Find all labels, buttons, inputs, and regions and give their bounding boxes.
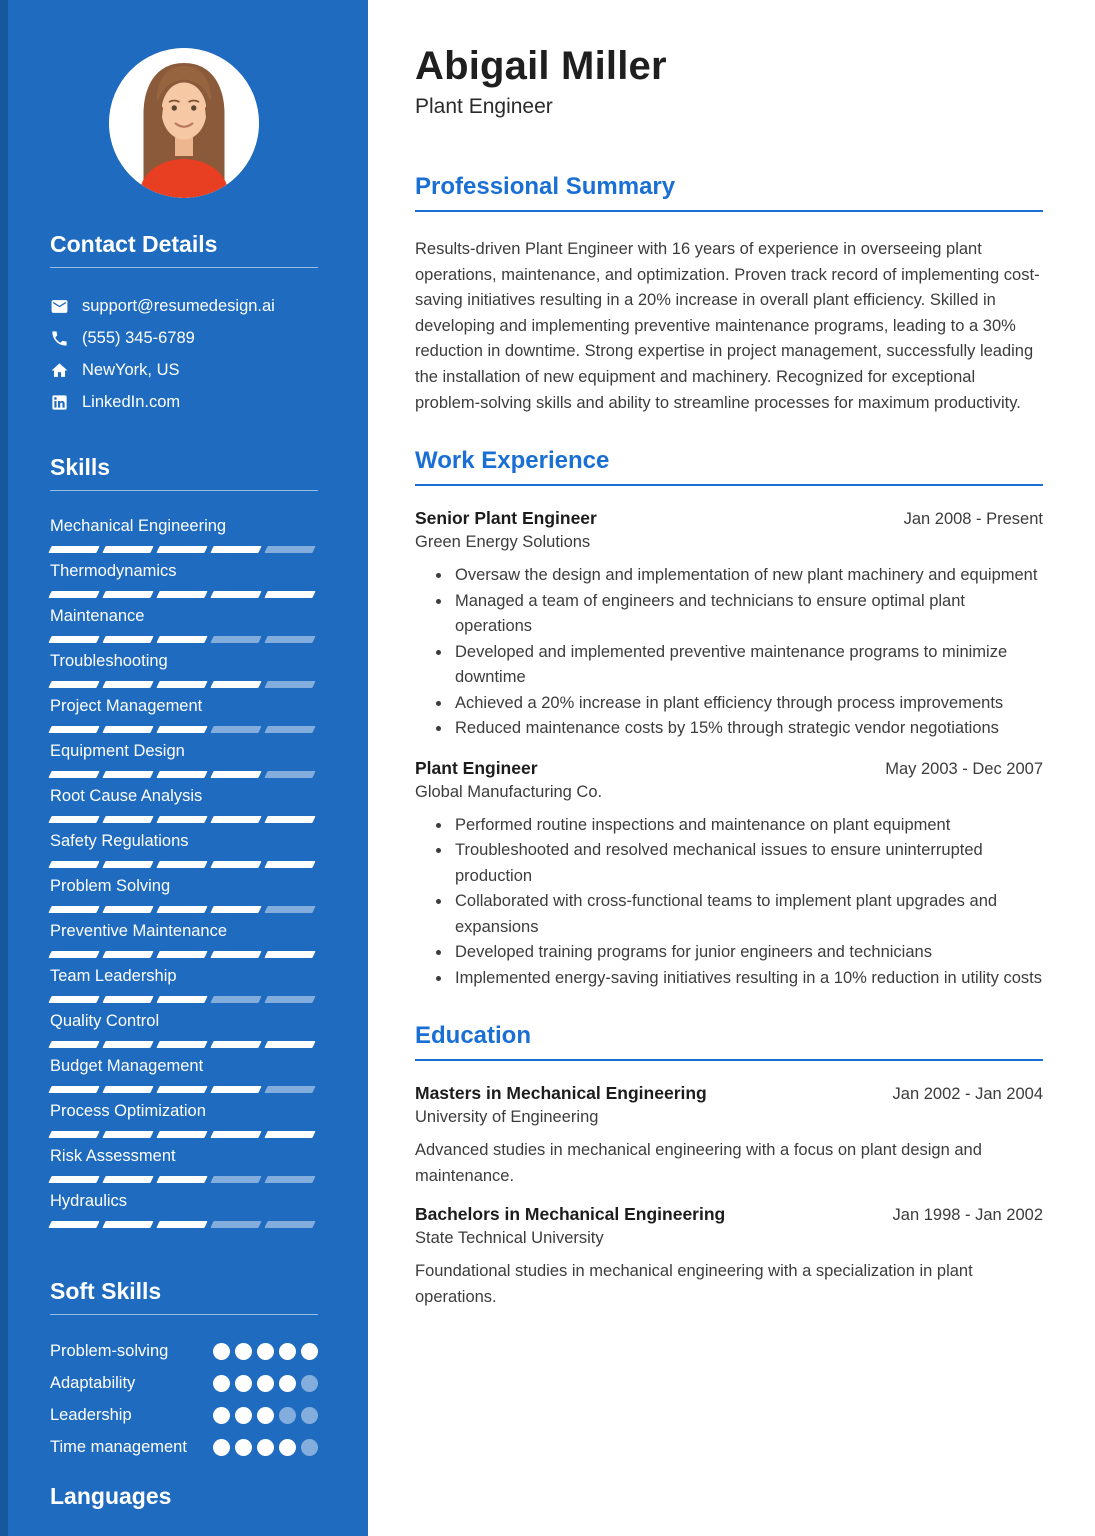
soft-skill-dots: [208, 1343, 318, 1367]
soft-skill-dots: [208, 1375, 318, 1399]
soft-skills-section: [50, 1278, 318, 1463]
skill-item: [50, 741, 318, 778]
skill-label: Team Leadership: [50, 967, 177, 985]
skill-label: Maintenance: [50, 607, 145, 625]
skill-item: [50, 1101, 318, 1138]
skill-bar-segment: [210, 636, 261, 643]
soft-skill-dot: [279, 1343, 296, 1360]
skill-bar-segment: [102, 591, 153, 598]
skill-bar-segment: [210, 816, 261, 823]
skill-level-bar: [50, 1221, 318, 1228]
skill-bar-segment: [48, 1086, 99, 1093]
education-description: Advanced studies in mechanical engineering with a focus on plant design and maintenance.: [415, 1141, 982, 1185]
job-bullets: [415, 563, 1043, 742]
skills-heading: Skills: [50, 454, 318, 491]
education-description: Foundational studies in mechanical engineering with a specialization in plant operations.: [415, 1262, 973, 1306]
skill-bar-segment: [102, 636, 153, 643]
soft-skill-dot: [235, 1343, 252, 1360]
skill-label: Equipment Design: [50, 742, 185, 760]
skill-label: Risk Assessment: [50, 1147, 176, 1165]
job-bullets: [415, 813, 1043, 992]
contact-heading: Contact Details: [50, 231, 318, 268]
contact-item-text: support@resumedesign.ai: [82, 296, 275, 315]
job-company: Global Manufacturing Co.: [415, 782, 603, 801]
job-entry: [415, 506, 1043, 742]
skill-bar-segment: [102, 861, 153, 868]
skill-bar-segment: [156, 906, 207, 913]
soft-skill-dot: [301, 1439, 318, 1456]
skill-bar-segment: [48, 1176, 99, 1183]
job-company: Green Energy Solutions: [415, 533, 591, 552]
skill-bar-segment: [156, 816, 207, 823]
soft-skill-label: Leadership: [50, 1406, 132, 1424]
languages-section: [50, 1483, 318, 1519]
skill-label: Safety Regulations: [50, 832, 189, 850]
skill-item: [50, 1146, 318, 1183]
soft-skill-dots: [208, 1439, 318, 1463]
skill-bar-segment: [264, 681, 315, 688]
job-bullet: • Achieved a 20% increase in plant efficiency through process improvements: [452, 691, 1043, 717]
education-entry: [415, 1081, 1043, 1189]
skill-bar-segment: [48, 1221, 99, 1228]
skill-bar-segment: [210, 996, 261, 1003]
skill-bar-segment: [48, 726, 99, 733]
soft-skill-dot: [213, 1343, 230, 1360]
skill-bar-segment: [264, 1086, 315, 1093]
skill-bar-segment: [102, 996, 153, 1003]
skill-item: [50, 696, 318, 733]
main-column: [415, 0, 1043, 1310]
skill-bar-segment: [210, 1041, 261, 1048]
skill-bar-segment: [102, 1176, 153, 1183]
skill-bar-segment: [264, 636, 315, 643]
skill-label: Project Management: [50, 697, 203, 715]
skill-item: [50, 651, 318, 688]
skill-bar-segment: [156, 591, 207, 598]
skill-item: [50, 561, 318, 598]
skill-bar-segment: [156, 951, 207, 958]
skill-item: [50, 1191, 318, 1228]
summary-section: [415, 172, 1043, 416]
skill-bar-segment: [102, 816, 153, 823]
skill-level-bar: [50, 771, 318, 778]
skill-bar-segment: [102, 546, 153, 553]
skill-level-bar: [50, 546, 318, 553]
soft-skill-dot: [235, 1439, 252, 1456]
job-bullet: • Troubleshooted and resolved mechanical issues to ensure uninterrupted production: [452, 838, 1043, 889]
skill-item: [50, 606, 318, 643]
degree-name: Bachelors in Mechanical Engineering: [415, 1204, 726, 1225]
woman-avatar-illustration: [109, 48, 259, 198]
job-bullet: • Developed training programs for junior engineers and technicians: [452, 940, 1043, 966]
job-title: Senior Plant Engineer: [415, 508, 597, 529]
soft-skill-row: [50, 1368, 318, 1399]
skill-level-bar: [50, 636, 318, 643]
skill-bar-segment: [48, 996, 99, 1003]
skill-item: [50, 876, 318, 913]
skill-bar-segment: [156, 1041, 207, 1048]
skill-bar-segment: [210, 546, 261, 553]
skill-bar-segment: [102, 681, 153, 688]
education-dates: Jan 2002 - Jan 2004: [892, 1085, 1043, 1104]
soft-skill-dot: [257, 1375, 274, 1392]
skill-bar-segment: [210, 861, 261, 868]
sidebar-accent-strip: [0, 0, 8, 1536]
skill-item: [50, 921, 318, 958]
skill-bar-segment: [48, 636, 99, 643]
education-heading: Education: [415, 1021, 1043, 1061]
soft-skill-dot: [213, 1375, 230, 1392]
skill-label: Quality Control: [50, 1012, 160, 1030]
soft-skill-dot: [301, 1375, 318, 1392]
job-entry: [415, 756, 1043, 992]
skill-bar-segment: [102, 1086, 153, 1093]
education-header: [415, 1202, 1043, 1226]
job-header: [415, 506, 1043, 530]
skill-level-bar: [50, 1176, 318, 1183]
contact-item: [50, 354, 318, 386]
contact-item: [50, 322, 318, 354]
education-header: [415, 1081, 1043, 1105]
skill-bar-segment: [264, 726, 315, 733]
education-entry: [415, 1202, 1043, 1310]
sidebar: [0, 0, 368, 1536]
summary-heading: Professional Summary: [415, 172, 1043, 212]
skill-bar-segment: [264, 1176, 315, 1183]
profile-photo: [109, 48, 259, 198]
skill-bar-segment: [210, 906, 261, 913]
skill-item: [50, 1056, 318, 1093]
skill-bar-segment: [102, 951, 153, 958]
job-bullet: • Developed and implemented preventive maintenance programs to minimize downtime: [452, 640, 1043, 691]
skill-bar-segment: [264, 1041, 315, 1048]
skill-bar-segment: [264, 591, 315, 598]
email-icon: [50, 297, 69, 316]
skill-label: Mechanical Engineering: [50, 517, 227, 535]
skill-bar-segment: [156, 546, 207, 553]
skill-level-bar: [50, 591, 318, 598]
job-title: Plant Engineer: [415, 757, 538, 778]
skill-level-bar: [50, 1086, 318, 1093]
skill-bar-segment: [264, 771, 315, 778]
skill-item: [50, 516, 318, 553]
skill-bar-segment: [264, 1221, 315, 1228]
soft-skills-list: [50, 1336, 318, 1463]
job-bullet: • Oversaw the design and implementation of new plant machinery and equipment: [452, 563, 1043, 589]
skill-label: Process Optimization: [50, 1102, 206, 1120]
skill-bar-segment: [156, 726, 207, 733]
degree-name: Masters in Mechanical Engineering: [415, 1083, 707, 1104]
job-bullet: • Managed a team of engineers and technicians to ensure optimal plant operations: [452, 589, 1043, 640]
skill-bar-segment: [210, 681, 261, 688]
school-name: State Technical University: [415, 1229, 604, 1248]
contact-list: [50, 290, 318, 418]
skill-bar-segment: [210, 951, 261, 958]
skill-label: Problem Solving: [50, 877, 171, 895]
skill-level-bar: [50, 996, 318, 1003]
contact-item: [50, 386, 318, 418]
soft-skill-label: Adaptability: [50, 1374, 136, 1392]
skill-bar-segment: [210, 1131, 261, 1138]
contact-item-text: LinkedIn.com: [82, 392, 181, 411]
skill-bar-segment: [48, 681, 99, 688]
experience-section: [415, 446, 1043, 991]
skill-bar-segment: [102, 1131, 153, 1138]
education-list: [415, 1081, 1043, 1310]
skill-bar-segment: [210, 591, 261, 598]
skill-bar-segment: [264, 996, 315, 1003]
skill-bar-segment: [156, 681, 207, 688]
education-dates: Jan 1998 - Jan 2002: [892, 1206, 1043, 1225]
soft-skill-dot: [257, 1439, 274, 1456]
skill-bar-segment: [156, 996, 207, 1003]
soft-skill-dot: [279, 1439, 296, 1456]
skill-bar-segment: [156, 1176, 207, 1183]
skill-label: Thermodynamics: [50, 562, 177, 580]
soft-skill-dot: [213, 1439, 230, 1456]
skill-label: Root Cause Analysis: [50, 787, 203, 805]
skill-bar-segment: [102, 771, 153, 778]
linkedin-icon: [50, 393, 69, 412]
skill-item: [50, 786, 318, 823]
skill-bar-segment: [102, 906, 153, 913]
skill-level-bar: [50, 1041, 318, 1048]
skill-label: Hydraulics: [50, 1192, 128, 1210]
skill-bar-segment: [210, 1086, 261, 1093]
skill-bar-segment: [264, 906, 315, 913]
skills-list: [50, 516, 318, 1228]
job-bullet: • Performed routine inspections and maintenance on plant equipment: [452, 813, 1043, 839]
skill-bar-segment: [210, 771, 261, 778]
contact-item-text: NewYork, US: [82, 360, 180, 379]
skill-level-bar: [50, 951, 318, 958]
soft-skill-dot: [235, 1407, 252, 1424]
soft-skill-row: [50, 1336, 318, 1367]
soft-skill-dot: [257, 1407, 274, 1424]
skill-bar-segment: [156, 771, 207, 778]
skill-level-bar: [50, 906, 318, 913]
skill-bar-segment: [264, 546, 315, 553]
skill-bar-segment: [156, 1086, 207, 1093]
skill-bar-segment: [156, 861, 207, 868]
contact-item-text: (555) 345-6789: [82, 328, 195, 347]
soft-skill-label: Time management: [50, 1438, 187, 1456]
skill-level-bar: [50, 861, 318, 868]
skill-label: Preventive Maintenance: [50, 922, 228, 940]
soft-skill-dot: [279, 1375, 296, 1392]
skill-level-bar: [50, 726, 318, 733]
skills-section: [50, 454, 318, 1228]
skill-level-bar: [50, 1131, 318, 1138]
job-dates: May 2003 - Dec 2007: [885, 759, 1043, 778]
jobs-list: [415, 506, 1043, 991]
soft-skill-dot: [257, 1343, 274, 1360]
job-bullet: • Reduced maintenance costs by 15% through strategic vendor negotiations: [452, 716, 1043, 742]
skill-bar-segment: [156, 636, 207, 643]
skill-bar-segment: [48, 771, 99, 778]
job-bullet: • Collaborated with cross-functional teams to implement plant upgrades and expansions: [452, 889, 1043, 940]
languages-heading: Languages: [50, 1483, 172, 1509]
soft-skill-label: Problem-solving: [50, 1342, 169, 1360]
home-icon: [50, 361, 69, 380]
job-dates: Jan 2008 - Present: [903, 510, 1043, 529]
job-bullet: • Implemented energy-saving initiatives resulting in a 10% reduction in utility costs: [452, 966, 1043, 992]
skill-bar-segment: [48, 951, 99, 958]
experience-heading: Work Experience: [415, 446, 1043, 486]
skill-bar-segment: [48, 546, 99, 553]
skill-bar-segment: [264, 816, 315, 823]
skill-bar-segment: [264, 1131, 315, 1138]
person-title: Plant Engineer: [415, 95, 553, 118]
skill-bar-segment: [210, 1176, 261, 1183]
skill-bar-segment: [48, 1131, 99, 1138]
skill-bar-segment: [210, 726, 261, 733]
skill-bar-segment: [264, 951, 315, 958]
soft-skill-dot: [213, 1407, 230, 1424]
soft-skill-row: [50, 1432, 318, 1463]
soft-skill-dots: [208, 1407, 318, 1431]
skill-item: [50, 966, 318, 1003]
soft-skills-heading: Soft Skills: [50, 1278, 318, 1315]
skill-bar-segment: [48, 861, 99, 868]
skill-label: Troubleshooting: [50, 652, 168, 670]
soft-skill-dot: [279, 1407, 296, 1424]
skill-bar-segment: [48, 816, 99, 823]
skill-item: [50, 831, 318, 868]
skill-bar-segment: [48, 1041, 99, 1048]
soft-skill-dot: [301, 1343, 318, 1360]
contact-item: [50, 290, 318, 322]
school-name: University of Engineering: [415, 1108, 599, 1127]
skill-bar-segment: [210, 1221, 261, 1228]
skill-label: Budget Management: [50, 1057, 204, 1075]
skill-bar-segment: [156, 1131, 207, 1138]
skill-level-bar: [50, 681, 318, 688]
skill-level-bar: [50, 816, 318, 823]
skill-bar-segment: [156, 1221, 207, 1228]
education-section: [415, 1021, 1043, 1310]
skill-bar-segment: [102, 1041, 153, 1048]
summary-text: Results-driven Plant Engineer with 16 years of experience in overseeing plant operations, maintenance, and optimization. Proven track record of implementing cost-saving initiatives resulting in a 20% increase in overall plant efficiency. Skilled in developing and implementing preventive maintenance programs, leading to a 30% reduction in downtime. Strong expertise in project management, successfully leading the installation of new equipment and machinery. Recognized for exceptional problem-solving skills and ability to streamline processes for maximum productivity.: [415, 240, 1040, 412]
skill-bar-segment: [48, 591, 99, 598]
contact-section: [50, 231, 318, 418]
soft-skill-dot: [301, 1407, 318, 1424]
soft-skill-row: [50, 1400, 318, 1431]
skill-bar-segment: [102, 726, 153, 733]
phone-icon: [50, 329, 69, 348]
job-header: [415, 756, 1043, 780]
skill-bar-segment: [102, 1221, 153, 1228]
skill-bar-segment: [264, 861, 315, 868]
soft-skill-dot: [235, 1375, 252, 1392]
person-name: Abigail Miller: [415, 44, 667, 88]
skill-bar-segment: [48, 906, 99, 913]
skill-item: [50, 1011, 318, 1048]
